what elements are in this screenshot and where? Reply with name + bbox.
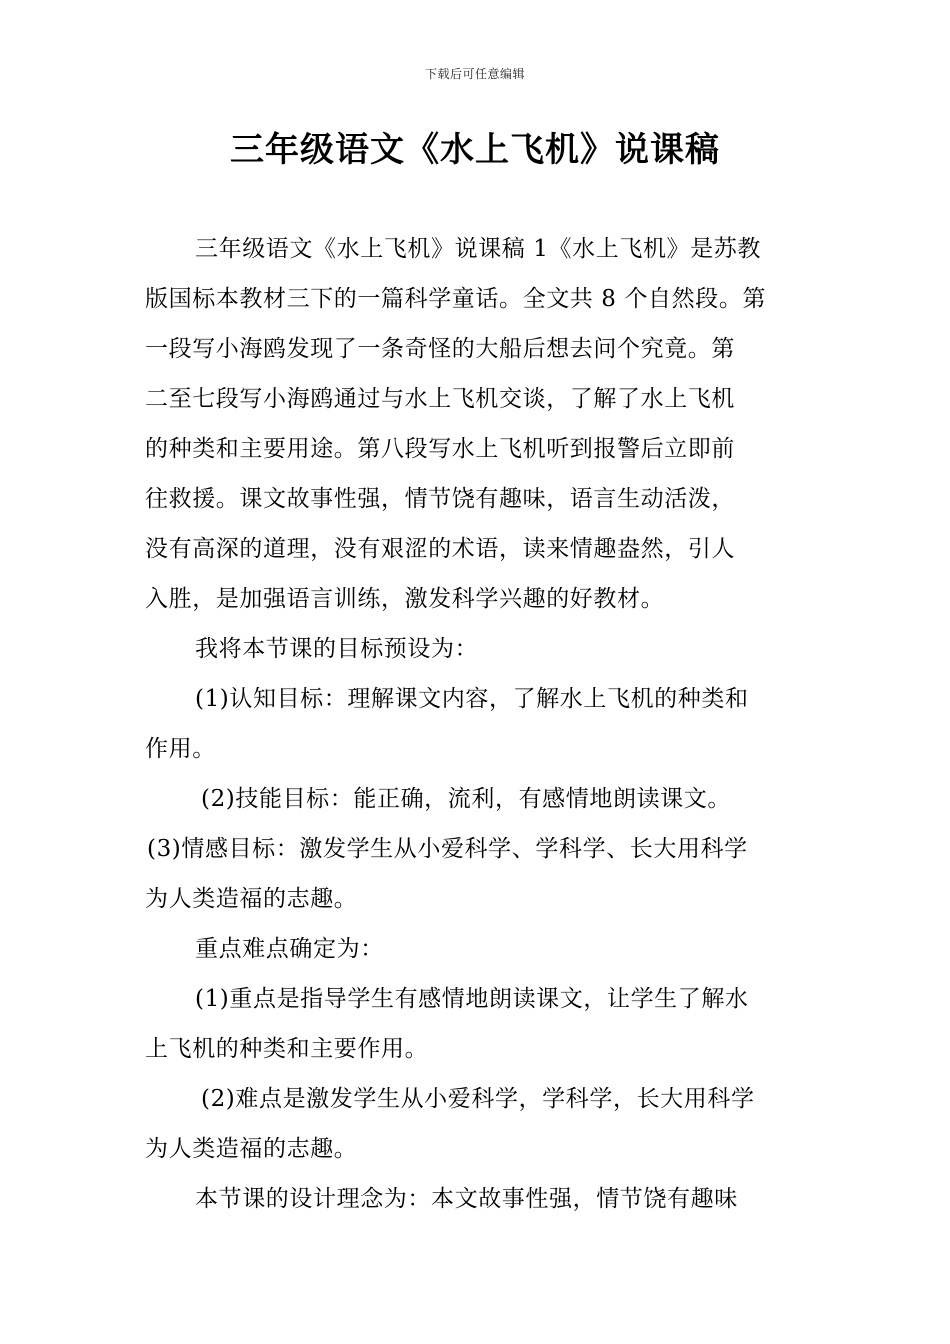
body-line: (2)难点是激发学生从小爱科学，学科学，长大用科学 [201,1086,755,1112]
body-line: (2)技能目标：能正确，流利，有感情地朗读课文。 [201,786,731,812]
body-line: 三年级语文《水上飞机》说课稿 1《水上飞机》是苏教 [195,236,761,262]
body-line: 的种类和主要用途。第八段写水上飞机听到报警后立即前 [145,436,735,462]
body-line: 上飞机的种类和主要作用。 [145,1036,429,1062]
body-line: 本节课的设计理念为：本文故事性强，情节饶有趣味 [195,1186,738,1212]
body-line: (1)重点是指导学生有感情地朗读课文，让学生了解水 [195,986,749,1012]
body-line: 往救援。课文故事性强，情节饶有趣味，语言生动活泼， [145,486,735,512]
body-line: (3)情感目标：激发学生从小爱科学、学科学、长大用科学 [147,836,748,862]
body-line: 为人类造福的志趣。 [145,1136,358,1162]
body-line: 版国标本教材三下的一篇科学童话。全文共 8 个自然段。第 [145,286,767,312]
page-header: 下载后可任意编辑 [424,67,525,81]
body-line: 二至七段写小海鸥通过与水上飞机交谈，了解了水上飞机 [145,386,735,412]
body-line: 入胜，是加强语言训练，激发科学兴趣的好教材。 [145,586,665,612]
document-title: 三年级语文《水上飞机》说课稿 [230,130,720,170]
body-line: 为人类造福的志趣。 [145,886,358,912]
body-line: 没有高深的道理，没有艰涩的术语，读来情趣盎然，引人 [145,536,735,562]
body-line: 一段写小海鸥发现了一条奇怪的大船后想去问个究竟。第 [145,336,735,362]
body-line: (1)认知目标：理解课文内容，了解水上飞机的种类和 [195,686,749,712]
body-line: 作用。 [145,736,216,762]
body-line: 重点难点确定为： [195,936,384,962]
body-line: 我将本节课的目标预设为： [195,636,479,662]
document-body [145,224,807,1224]
